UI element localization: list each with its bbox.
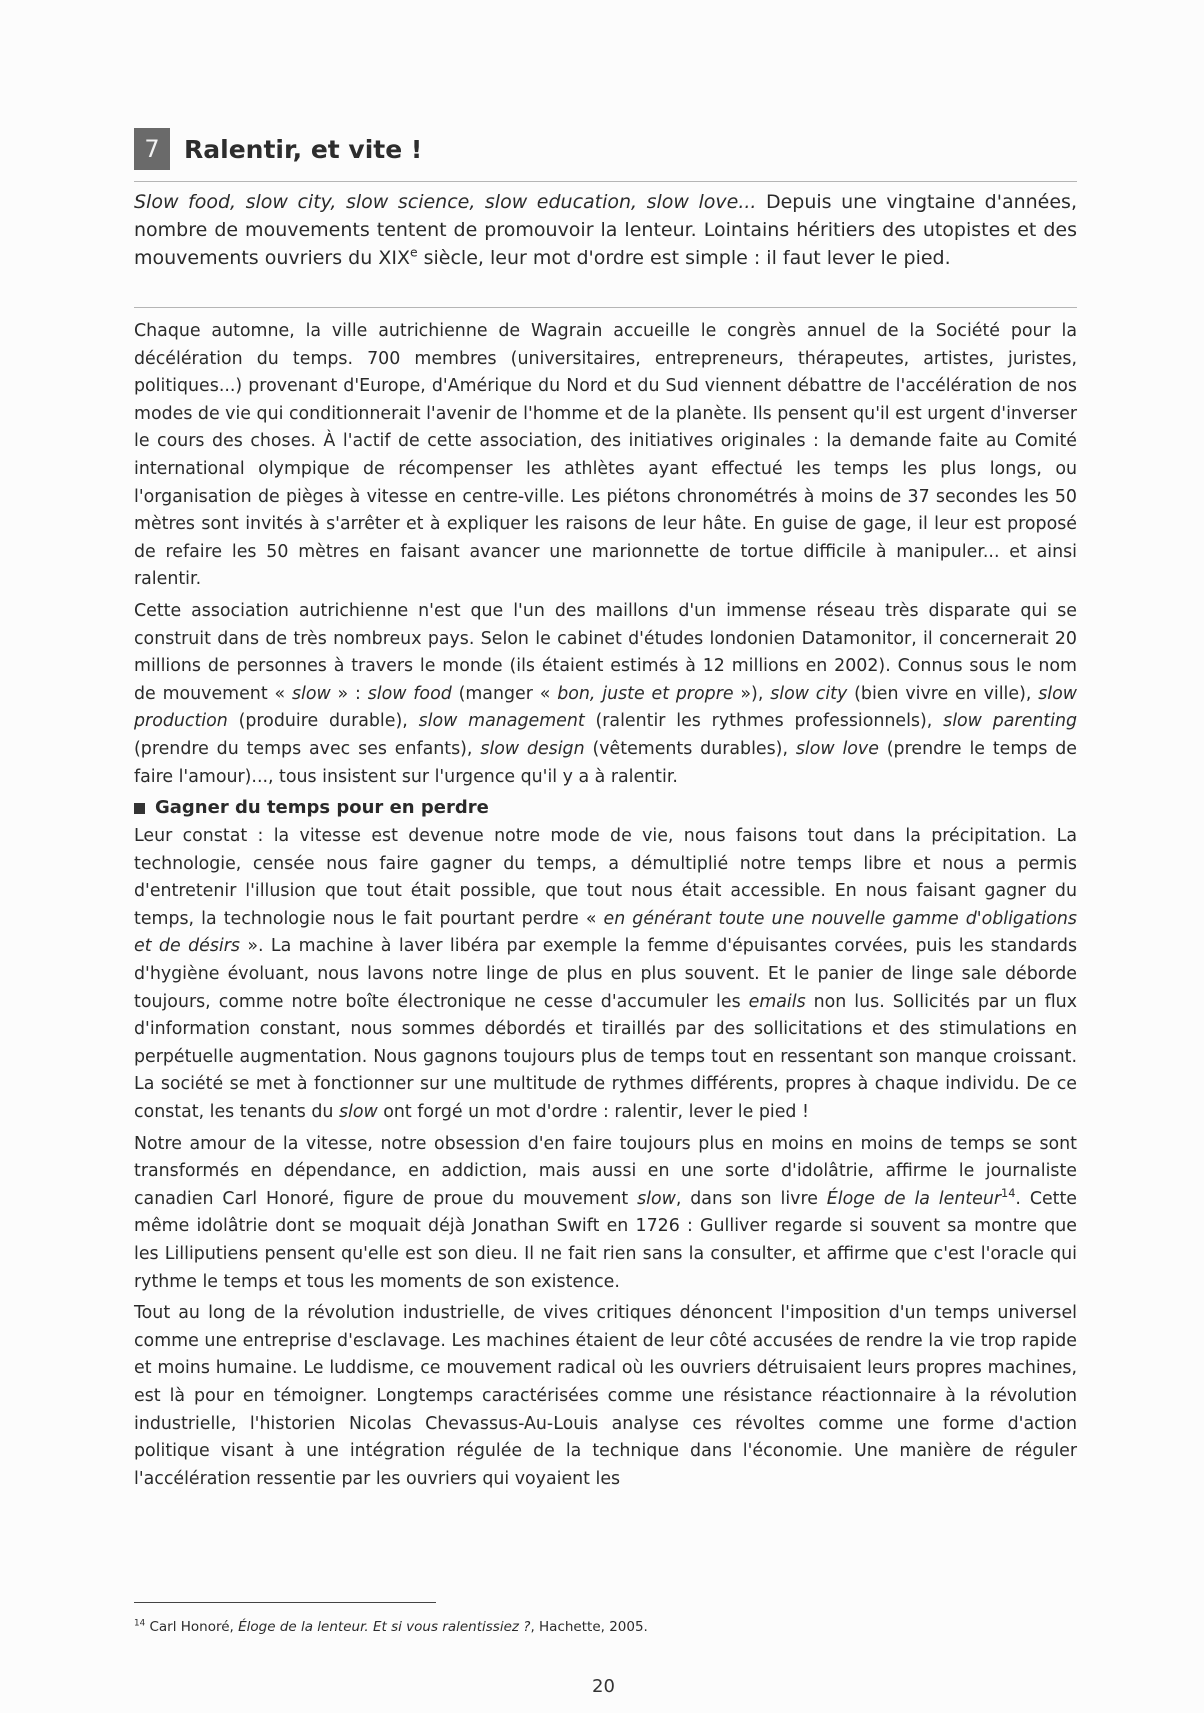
section-heading-text: Gagner du temps pour en perdre xyxy=(155,797,489,819)
chapter-title: Ralentir, et vite ! xyxy=(184,134,423,164)
paragraph-constat: Leur constat : la vitesse est devenue notre mode de vie, nous faisons tout dans la précipitation. La technologie, censée nous faire gagner du temps, a démultiplié notre temps libre et nous a permis d'entretenir l'illusion que tout était possible, que tout nous était accessible. En nous faisant gagner du temps, la technologie nous le fait pourtant perdre « en générant toute une nouvelle gamme d'obligations et de désirs ». La machine à laver libéra par exemple la femme d'épuisantes corvées, puis les standards d'hygiène évoluant, nous lavons notre linge de plus en plus souvent. Et le panier de linge sale déborde toujours, comme notre boîte électronique ne cesse d'accumuler les emails non lus. Sollicités par un flux d'information constant, nous sommes débordés et tiraillés par des sollicitations et des stimulations en perpétuelle augmentation. Nous gagnons toujours plus de temps tout en ressentant son manque croissant. La société se met à fonctionner sur une multitude de rythmes différents, propres à chaque individu. De ce constat, les tenants du slow ont forgé un mot d'ordre : ralentir, lever le pied ! xyxy=(134,826,1078,1123)
intro-paragraph xyxy=(134,188,1077,272)
intro-text-a: Depuis une vingtaine d'années, nombre de mouvements tentent de promouvoir la lenteur. Lointains héritiers des utopistes et des mouvements ouvriers du XIX xyxy=(134,191,1077,269)
intro-top-rule xyxy=(134,181,1077,182)
paragraph-honore: Notre amour de la vitesse, notre obsession d'en faire toujours plus en moins en moins de temps se sont transformés en dépendance, en addiction, mais aussi en une sorte d'idolâtrie, affirme le journaliste canadien Carl Honoré, figure de proue du mouvement slow, dans son livre Éloge de la lenteur$^{14}$. Cette même idolâtrie dont se moquait déjà Jonathan Swift en 1726 : Gulliver regarde si souvent sa montre que les Lilliputiens pensent qu'elle est son dieu. Il ne fait rien sans la consulter, et affirme que c'est l'oracle qui rythme le temps et tous les moments de son existence. xyxy=(134,1133,1077,1292)
page-number: 20 xyxy=(592,1676,615,1697)
footnote-separator xyxy=(134,1602,436,1603)
footnote-reference[interactable]: 14 xyxy=(1001,1187,1016,1201)
section-heading xyxy=(134,795,1077,821)
chapter-header xyxy=(134,128,422,170)
chapter-number-badge: 7 xyxy=(134,128,170,170)
footnote: $^{14}$ Carl Honoré, Éloge de la lenteur. Et si vous ralentissiez ?, Hachette, 2005. xyxy=(134,1618,648,1635)
intro-text-b: siècle, leur mot d'ordre est simple : il faut lever le pied. xyxy=(417,247,951,269)
footnote-number: 14 xyxy=(134,1618,146,1629)
intro-bottom-rule xyxy=(134,307,1077,308)
intro-block xyxy=(134,188,1077,272)
paragraph-wagrain: Chaque automne, la ville autrichienne de Wagrain accueille le congrès annuel de la Société pour la décélération du temps. 700 membres (universitaires, entrepreneurs, thérapeutes, artistes, juristes, politiques...) provenant d'Europe, d'Amérique du Nord et du Sud viennent débattre de l'accélération de nos modes de vie qui conditionnerait l'avenir de l'homme et de la planète. Ils pensent qu'il est urgent d'inverser le cours des choses. À l'actif de cette association, des initiatives originales : la demande faite au Comité international olympique de récompenser les athlètes ayant effectué les temps les plus longs, ou l'organisation de pièges à vitesse en centre-ville. Les piétons chronométrés à moins de 37 secondes les 50 mètres sont invités à s'arrêter et à expliquer les raisons de leur hâte. En guise de gage, il leur est proposé de refaire les 50 mètres en faisant avancer une marionnette de tortue difficile à manipuler... et ainsi ralentir. xyxy=(134,321,1077,590)
intro-italic-lead: Slow food, slow city, slow science, slow education, slow love... xyxy=(134,191,757,213)
century-superscript: e xyxy=(409,245,418,260)
paragraph-luddism: Tout au long de la révolution industrielle, de vives critiques dénoncent l'imposition d'un temps universel comme une entreprise d'esclavage. Les machines étaient de leur côté accusées de rendre la vie trop rapide et moins humaine. Le luddisme, ce mouvement radical où les ouvriers détruisaient leurs propres machines, est là pour en témoigner. Longtemps caractérisées comme une résistance réactionnaire à la révolution industrielle, l'historien Nicolas Chevassus-Au-Louis analyse ces révoltes comme une forme d'action politique visant à une intégration régulée de la technique dans l'économie. Une manière de réguler l'accélération ressentie par les ouvriers qui voyaient les xyxy=(134,1303,1077,1489)
paragraph-network: Cette association autrichienne n'est que l'un des maillons d'un immense réseau très disparate qui se construit dans de très nombreux pays. Selon le cabinet d'études londonien Datamonitor, il concernerait 20 millions de personnes à travers le monde (ils étaient estimés à 12 millions en 2002). Connus sous le nom de mouvement « slow » : slow food (manger « bon, juste et propre »), slow city (bien vivre en ville), slow production (produire durable), slow management (ralentir les rythmes professionnels), slow parenting (prendre du temps avec ses enfants), slow design (vêtements durables), slow love (prendre le temps de faire l'amour)..., tous insistent sur l'urgence qu'il y a à ralentir. xyxy=(134,600,1078,787)
square-bullet-icon xyxy=(134,803,145,814)
body-text xyxy=(134,318,1077,1497)
